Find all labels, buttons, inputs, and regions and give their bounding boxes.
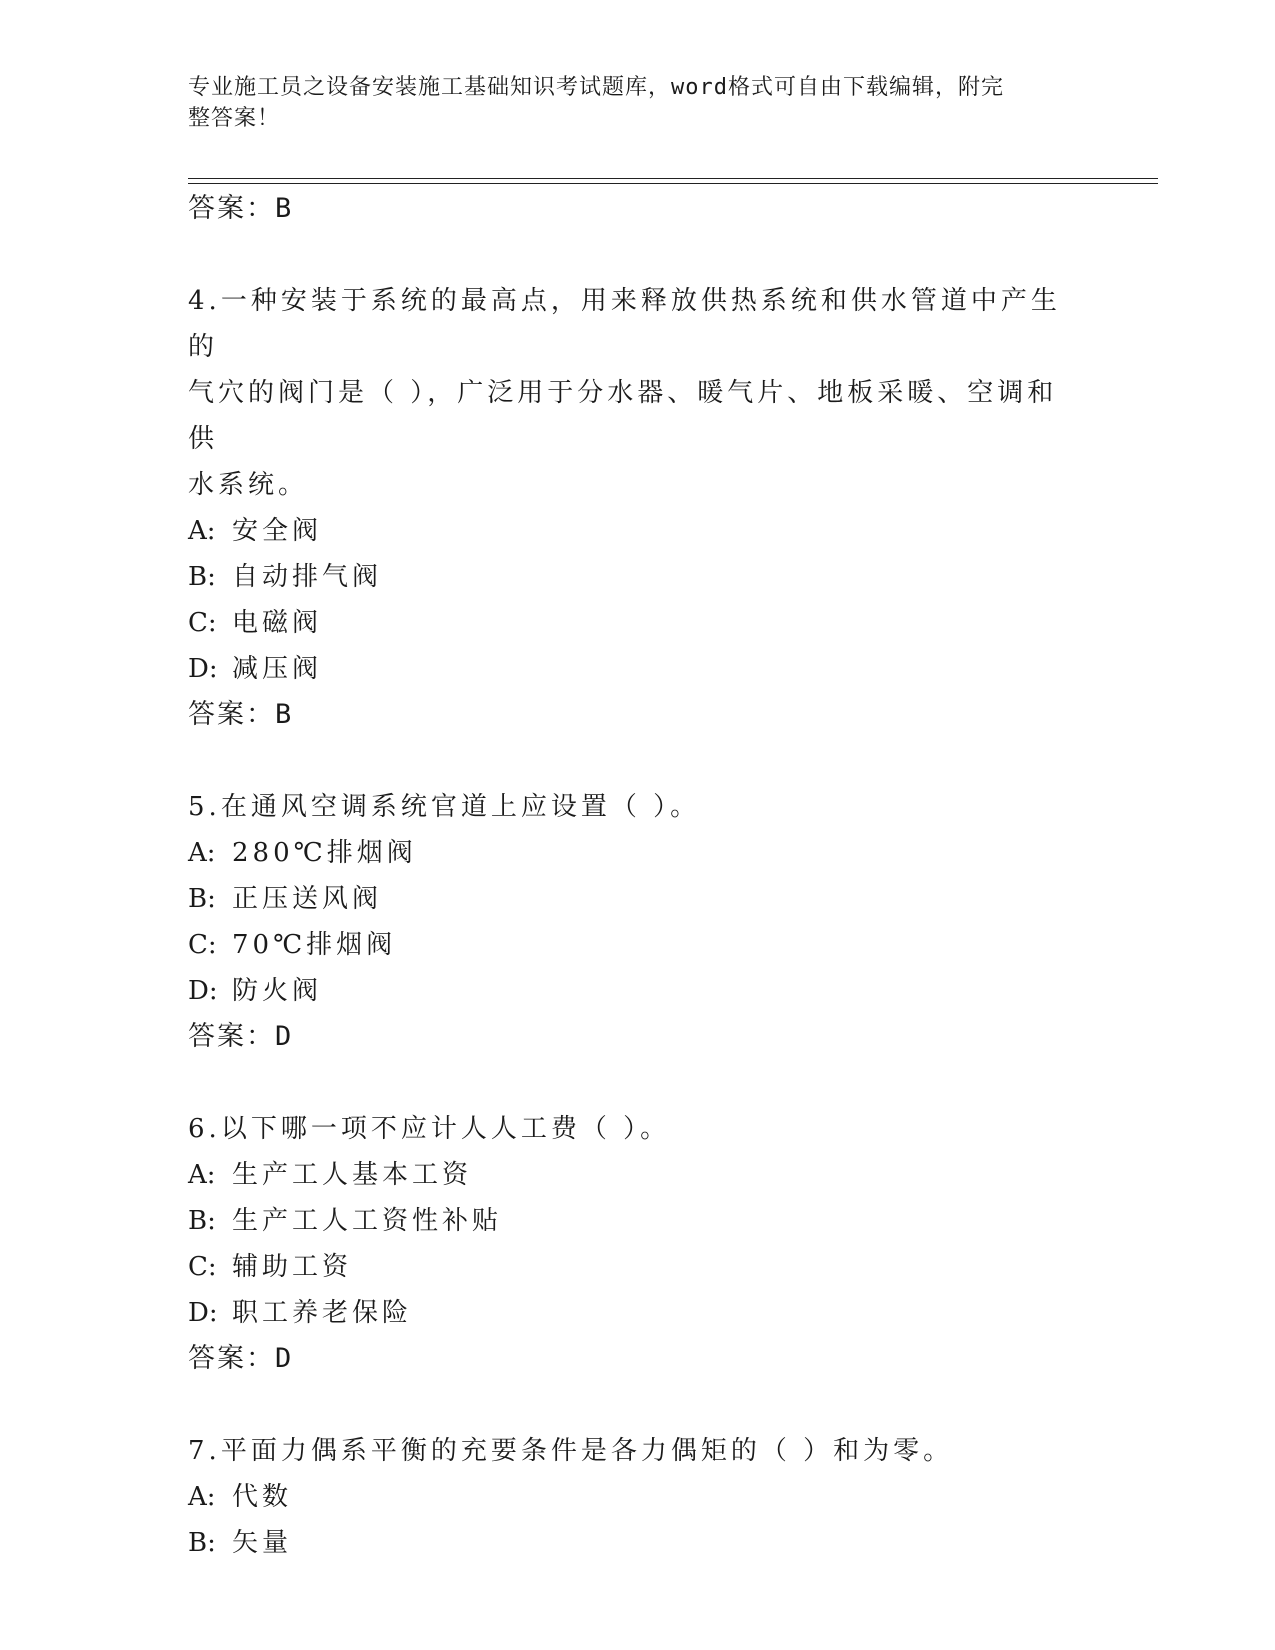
answer-line [188,186,1088,232]
answer-label: 答案： [188,193,275,224]
question-line: 水系统。 [188,470,309,500]
spacer [188,1060,1088,1106]
question-line-text: 以下哪一项不应计人人工费（ ）。 [220,1114,671,1144]
option-key: A: [188,516,216,546]
option-text: 辅助工资 [232,1252,353,1282]
answer-label: 答案： [188,1021,275,1052]
option-a [188,1152,1088,1198]
option-key: B: [188,1528,216,1558]
option-b [188,876,1088,922]
option-text: 生产工人基本工资 [232,1160,473,1190]
page-header [188,72,1068,134]
question-list [188,186,1088,1566]
answer-line [188,692,1088,738]
option-c [188,1244,1088,1290]
answer-line [188,1014,1088,1060]
option-key: D: [188,976,218,1006]
option-key: A: [188,1482,216,1512]
question-4-text [188,278,1078,508]
option-key: B: [188,1206,216,1236]
answer-value: B [275,193,294,224]
option-b [188,1520,1088,1566]
answer-value: B [275,699,294,730]
option-text: 代数 [232,1482,293,1512]
option-text: 自动排气阀 [232,562,383,592]
answer-line [188,1336,1088,1382]
option-key: D: [188,1298,218,1328]
question-line [188,278,1078,370]
option-text: 电磁阀 [232,608,323,638]
question-line-text: 一种安装于系统的最高点，用来释放供热系统和供水管道中产生的 [188,286,1061,362]
option-a [188,508,1088,554]
option-text: 安全阀 [232,516,323,546]
question-number: 6. [188,1114,221,1144]
question-line: 气穴的阀门是（ ），广泛用于分水器、暖气片、地板采暖、空调和供 [188,378,1058,454]
question-line-text: 在通风空调系统官道上应设置（ ）。 [220,792,701,822]
header-rule-bottom [188,183,1158,184]
option-d [188,646,1088,692]
option-b [188,554,1088,600]
header-rule-top [188,178,1158,179]
answer-value: D [275,1021,294,1052]
option-b [188,1198,1088,1244]
answer-value: D [275,1343,294,1374]
option-key: C: [188,1252,217,1282]
option-key: A: [188,838,216,868]
option-text: 生产工人工资性补贴 [232,1206,503,1236]
option-key: D: [188,654,218,684]
option-d [188,1290,1088,1336]
question-5-text [188,784,1078,830]
header-line-1: 专业施工员之设备安装施工基础知识考试题库，word格式可自由下载编辑，附完 [188,75,1004,100]
question-number: 4. [188,286,221,316]
option-key: C: [188,930,217,960]
option-key: B: [188,562,216,592]
question-number: 7. [188,1436,221,1466]
question-line [188,1106,1078,1152]
spacer [188,738,1088,784]
option-text: 70℃排烟阀 [232,930,397,960]
answer-label: 答案： [188,699,275,730]
option-text: 矢量 [232,1528,293,1558]
answer-label: 答案： [188,1343,275,1374]
question-line-text: 平面力偶系平衡的充要条件是各力偶矩的（ ）和为零。 [220,1436,954,1466]
spacer [188,1382,1088,1428]
option-text: 减压阀 [232,654,323,684]
question-line [188,784,1078,830]
option-c [188,922,1088,968]
option-text: 正压送风阀 [232,884,383,914]
question-number: 5. [188,792,221,822]
question-7-text [188,1428,1078,1474]
option-a [188,1474,1088,1520]
header-line-2: 整答案！ [188,106,281,131]
option-text: 防火阀 [232,976,323,1006]
option-text: 280℃排烟阀 [232,838,417,868]
option-d [188,968,1088,1014]
question-line [188,1428,1078,1474]
option-key: B: [188,884,216,914]
option-c [188,600,1088,646]
option-key: C: [188,608,217,638]
spacer [188,232,1088,278]
question-6-text [188,1106,1078,1152]
option-key: A: [188,1160,216,1190]
option-text: 职工养老保险 [232,1298,413,1328]
option-a [188,830,1088,876]
